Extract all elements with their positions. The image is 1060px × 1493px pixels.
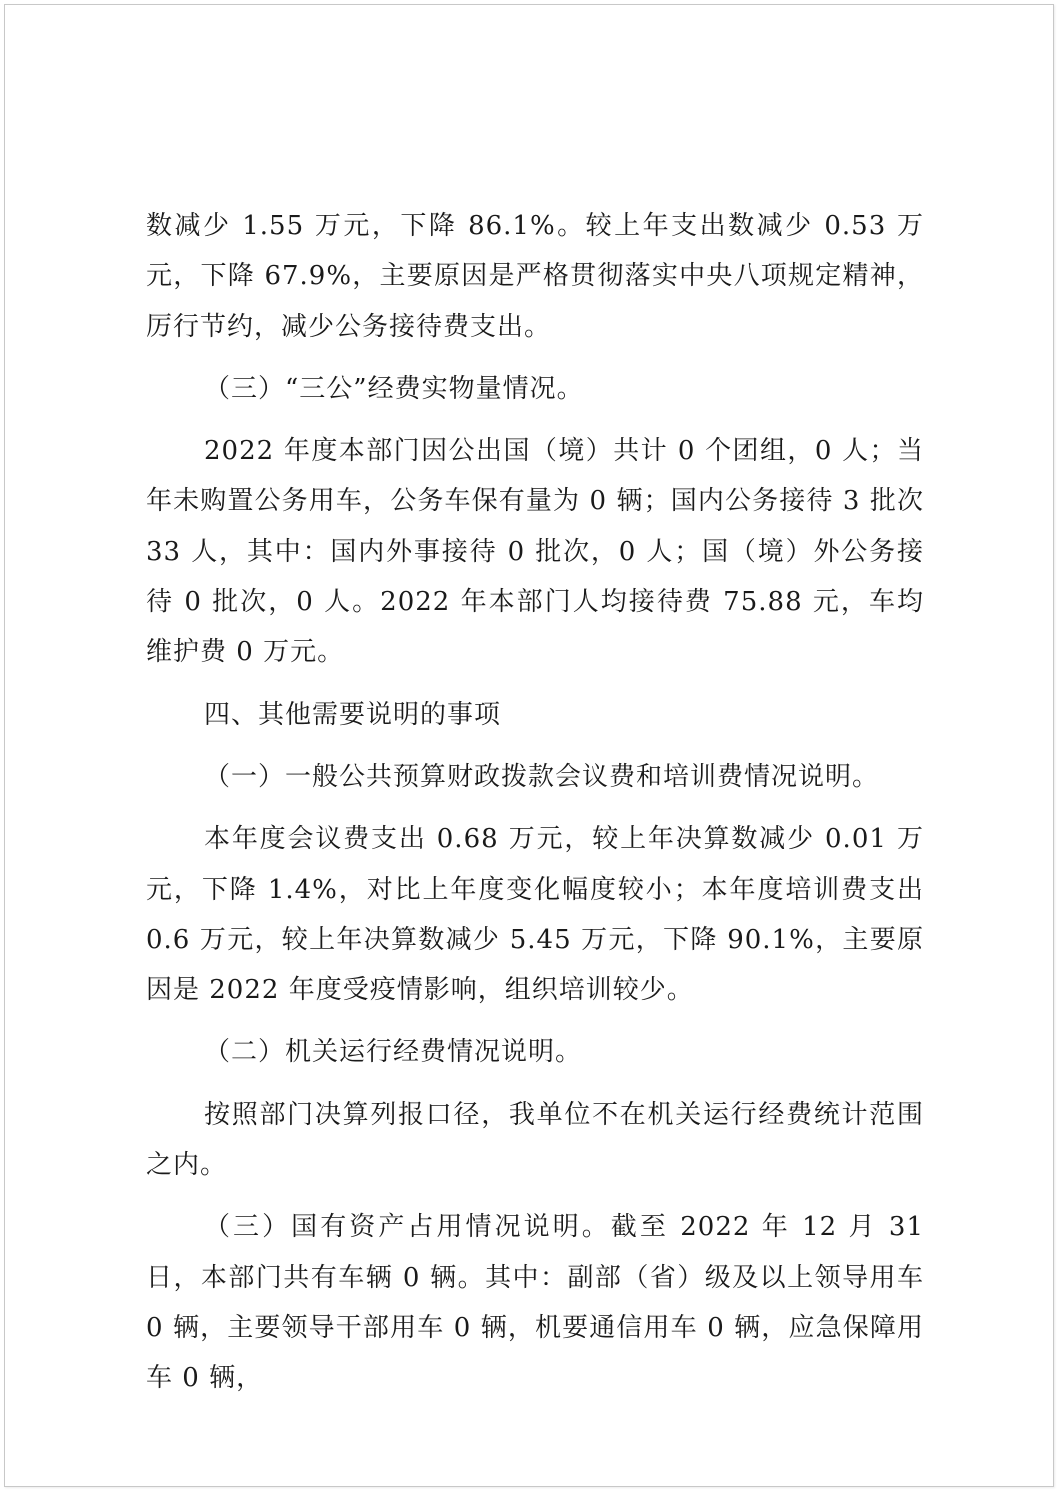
- paragraph-meeting-training-details: 本年度会议费支出 0.68 万元，较上年决算数减少 0.01 万元，下降 1.4%，对比上年度变化幅度较小；本年度培训费支出 0.6 万元，较上年决算数减少 5.45 万元，下降 90.1%，主要原因是 2022 年度受疫情影响，组织培训较少。: [146, 824, 924, 1006]
- paragraph-operating-expenses-details: 按照部门决算列报口径，我单位不在机关运行经费统计范围之内。: [146, 1099, 924, 1181]
- document-body: [146, 201, 924, 1416]
- heading-other-matters: 四、其他需要说明的事项: [204, 699, 502, 730]
- paragraph-reception-expense-continued: 数减少 1.55 万元，下降 86.1%。较上年支出数减少 0.53 万元，下降 67.9%，主要原因是严格贯彻落实中央八项规定精神，厉行节约，减少公务接待费支出。: [146, 211, 924, 342]
- heading-operating-expenses: （二）机关运行经费情况说明。: [204, 1037, 583, 1068]
- paragraph-physical-volume-details: 2022 年度本部门因公出国（境）共计 0 个团组，0 人；当年未购置公务用车，公务车保有量为 0 辆；国内公务接待 3 批次 33 人，其中：国内外事接待 0 批次，0 人；国（境）外公务接待 0 批次，0 人。2022 年本部门人均接待费 75.88 元，车均维护费 0 万元。: [146, 436, 924, 668]
- paragraph-state-assets: （三）国有资产占用情况说明。截至 2022 年 12 月 31 日，本部门共有车辆 0 辆。其中：副部（省）级及以上领导用车 0 辆，主要领导干部用车 0 辆，机要通信用车 0 辆，应急保障用车 0 辆，: [146, 1212, 924, 1394]
- document-page: [4, 4, 1054, 1487]
- heading-meeting-training-fees: （一）一般公共预算财政拨款会议费和培训费情况说明。: [204, 761, 880, 792]
- heading-three-public-physical-volume: （三）“三公”经费实物量情况。: [204, 373, 584, 404]
